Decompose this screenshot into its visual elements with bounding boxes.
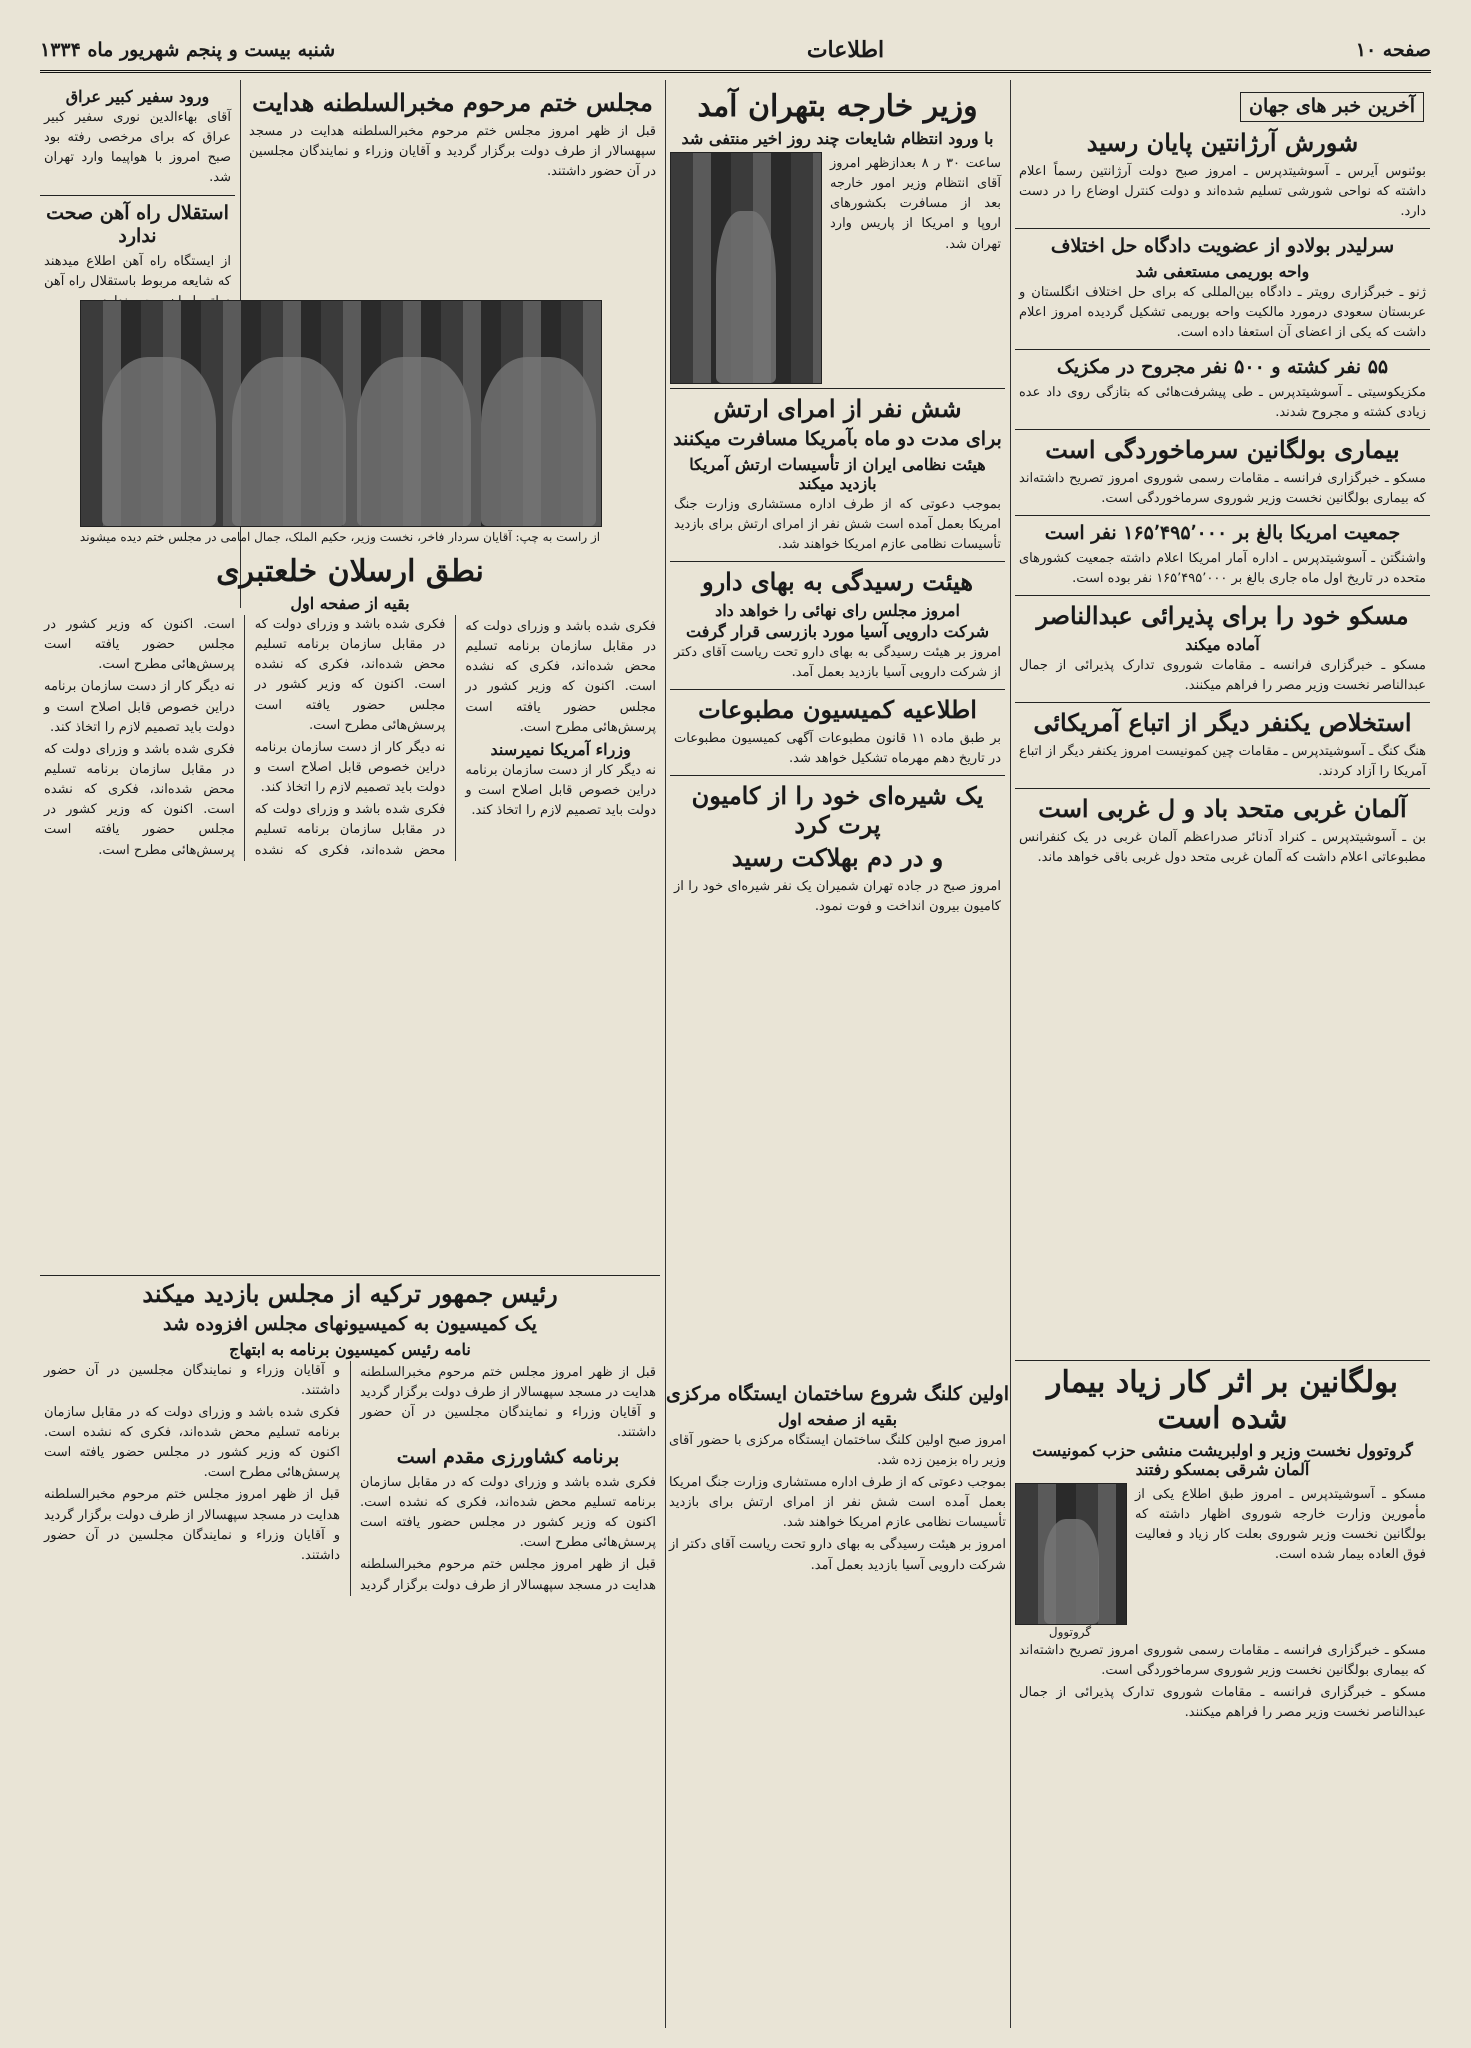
subheadline: بقیه از صفحه اول [777, 1409, 898, 1429]
article-text: ژنو ـ خبرگزاری رویتر ـ دادگاه بین‌المللی که برای حل اختلاف انگلستان و عربستان سعودی درمورد مالکیت واحه بوریمی تشکیل گردیده امروز اعلام داشت که یکی از اعضای آن استعفا داده است. [1019, 284, 1426, 340]
page-number: صفحه ۱۰ [1355, 39, 1431, 61]
article-text: هنگ کنگ ـ آسوشیتدپرس ـ مقامات چین کمونیست امروز یکنفر دیگر از اتباع آمریکا را آزاد کردند. [1019, 744, 1426, 780]
article-text: قبل از ظهر امروز مجلس ختم مرحوم مخبرالسلطنه هدایت در مسجد سپهسالار از طرف دولت برگزار گردید و آقایان وزراء و نمایندگان مجلسین در آن حضور داشتند. [44, 1487, 340, 1563]
headline: سرلیدر بولادو از عضویت دادگاه حل اختلاف [1050, 234, 1395, 257]
headline: شش نفر از امرای ارتش [713, 394, 962, 423]
headline: مسکو خود را برای پذیرائی عبدالناصر [1036, 601, 1409, 631]
headline: هیئت رسیدگی به بهای دارو [701, 566, 974, 596]
article-text: فکری شده باشد و وزرای دولت که در مقابل سازمان برنامه تسلیم محض شده‌اند، فکری که نشده است. اکنون که وزیر کشور در مجلس حضور یافته است پرسش‌هائی مطرح است. [465, 619, 656, 735]
headline: رئیس جمهور ترکیه از مجلس بازدید میکند [142, 1279, 558, 1308]
headline: جمعیت امریکا بالغ بر ۱۶۵٬۴۹۵٬۰۰۰ نفر است [1044, 522, 1401, 545]
page-date: شنبه بیست و پنجم شهریور ماه ۱۳۳۴ [40, 39, 336, 61]
subheadline: نامه رئیس کمیسیون برنامه به ابتهاج [229, 1339, 471, 1359]
article-text: فکری شده باشد و وزرای دولت که در مقابل سازمان برنامه تسلیم محض شده‌اند، فکری که نشده است. اکنون که وزیر کشور در مجلس حضور یافته است پرسش‌هائی مطرح است. [360, 1474, 656, 1551]
world-news-column [1015, 85, 1430, 1355]
article-text: واشنگتن ـ آسوشیتدپرس ـ اداره آمار امریکا اعلام داشته جمعیت کشورهای متحده در تاریخ اول ماه جاری بالغ بر ۱۶۵٬۴۹۵٬۰۰۰ نفر بوده است. [1019, 551, 1426, 587]
headline: یک کمیسیون به کمیسیونهای مجلس افزوده شد [163, 1312, 537, 1335]
photo-caption: از راست به چپ: آقایان سردار فاخر، نخست وزیر، حکیم الملک، جمال امامی در مجلس ختم دیده میشوند [79, 530, 601, 544]
subheadline: گروتوول نخست وزیر و اولبریشت منشی حزب کمونیست آلمان شرقی بمسکو رفتند [1032, 1441, 1413, 1479]
headline: شورش آرژانتین پایان رسید [1086, 127, 1359, 157]
subheadline: امروز مجلس رای نهائی را خواهد داد [715, 600, 960, 620]
article-text: امروز صبح اولین کلنگ ساختمان ایستگاه مرکزی با حضور آقای وزیر راه بزمین زده شد. [669, 1432, 1006, 1468]
funeral-article [245, 85, 660, 295]
article-text: آقای بهاءالدین نوری سفیر کبیر عراق که برای مرخصی رفته بود صبح امروز با هواپیما وارد تهران شد. [44, 110, 231, 186]
headline: استخلاص یکنفر دیگر از اتباع آمریکائی [1033, 708, 1412, 738]
article-text: امروز صبح در جاده تهران شمیران یک نفر شیره‌ای خود را از کامیون بیرون انداخت و فوت نمود. [674, 878, 1001, 914]
column-rule [1010, 80, 1011, 2028]
article-text: بوئنوس آیرس ـ آسوشیتدپرس ـ امروز صبح دولت آرژانتین رسماً اعلام داشته که نواحی شورشی تسلیم شده‌اند و دولت کنترل اوضاع را در دست دارد. [1019, 163, 1426, 219]
article-text: امروز بر هیئت رسیدگی به بهای دارو تحت ریاست آقای دکتر از شرکت دارویی آسیا بازدید بعمل آمد. [669, 1537, 1006, 1573]
article-text: مکزیکوسیتی ـ آسوشیتدپرس ـ طی پیشرفت‌هائی که بتازگی روی داد عده زیادی کشته و مجروح شدند. [1019, 384, 1426, 421]
article-text: نه دیگر کار از دست سازمان برنامه دراین خصوص قابل اصلاح است و دولت باید تصمیم لازم را اتخاذ کند. [465, 762, 656, 819]
subheadline: واحه بوریمی مستعفی شد [1135, 261, 1310, 281]
article-text: مسکو ـ آسوشیتدپرس ـ امروز طبق اطلاع یکی از مأمورین وزارت خارجه شوروی اظهار داشته که بولگانین نخست وزیر شوروی بعلت کار زیاد و فعالیت فوق العاده بیمار شده است. [1135, 1487, 1426, 1563]
headline: یک شیره‌ای خود را از کامیون پرت کرد [691, 781, 984, 839]
headline: وزیر خارجه بتهران آمد [697, 89, 978, 124]
headline: ۵۵ نفر کشته و ۵۰۰ نفر مجروح در مکزیک [1056, 356, 1389, 379]
domestic-news-column [670, 85, 1005, 1375]
short-news-column [40, 85, 235, 295]
funeral-photo [80, 300, 600, 525]
paper-name: اطلاعات [806, 37, 885, 63]
article-text: نه دیگر کار از دست سازمان برنامه دراین خصوص قابل اصلاح است و دولت باید تصمیم لازم را اتخاذ کند. [44, 679, 235, 735]
grotewohl-photo [1015, 1483, 1125, 1623]
article-text: ساعت ۳۰ ر ۸ بعدازظهر امروز آقای انتظام وزیر امور خارجه بعد از مسافرت بکشورهای اروپا و امریکا از پاریس وارد تهران شد. [830, 156, 1001, 252]
speech-article [40, 550, 660, 1270]
bulganin-article [1015, 1360, 1430, 2031]
subheadline: وزراء آمریکا نمیرسند [490, 739, 631, 759]
article-text: قبل از ظهر امروز مجلس ختم مرحوم مخبرالسلطنه هدایت در مسجد سپهسالار از طرف دولت برگزار گردید و آقایان وزراء و نمایندگان مجلسین در آن حضور داشتند. [249, 123, 656, 180]
article-text: بن ـ آسوشیتدپرس ـ کنراد آدنائر صدراعظم آلمان غربی در یک کنفرانس مطبوعاتی اعلام داشت که آلمان غربی متحد دول غربی باقی خواهد ماند. [1019, 830, 1426, 866]
headline: بیماری بولگانین سرماخوردگی است [1045, 435, 1400, 465]
article-text: بموجب دعوتی که از طرف اداره مستشاری وزارت جنگ امریکا بعمل آمده است شش نفر از امرای ارتش برای بازدید تأسیسات نظامی عازم امریکا خواهند شد. [674, 496, 1001, 552]
station-article [665, 1380, 1010, 2030]
headline: اطلاعیه کمیسیون مطبوعات [698, 695, 977, 725]
headline: استقلال راه آهن صحت ندارد [46, 201, 229, 248]
subheadline: آماده میکند [1185, 635, 1260, 655]
subheadline: هیئت نظامی ایران از تأسیسات ارتش آمریکا بازدید میکند [689, 454, 986, 493]
article-text: امروز بر هیئت رسیدگی به بهای دارو تحت ریاست آقای دکتر از شرکت دارویی آسیا بازدید بعمل آمد. [674, 644, 1001, 680]
headline: بولگانین بر اثر کار زیاد بیمار شده است [1047, 1365, 1398, 1436]
article-text: مسکو ـ خبرگزاری فرانسه ـ مقامات شوروی تدارک پذیرائی از جمال عبدالناصر نخست وزیر مصر را فراهم میکنند. [1019, 658, 1426, 694]
subheadline: و در دم بهلاکت رسید [731, 842, 944, 872]
article-text: قبل از ظهر امروز مجلس ختم مرحوم مخبرالسلطنه هدایت در مسجد سپهسالار از طرف دولت برگزار گردید و آقایان وزراء و نمایندگان مجلسین در آن حضور داشتند. [44, 1362, 656, 1593]
article-text: مسکو ـ خبرگزاری فرانسه ـ مقامات رسمی شوروی امروز تصریح داشته‌اند که بیماری بولگانین نخست وزیر شوروی سرماخوردگی است. [1019, 470, 1426, 507]
bottom-left-articles [40, 1275, 660, 2026]
article-text: مسکو ـ خبرگزاری فرانسه ـ مقامات رسمی شوروی امروز تصریح داشته‌اند که بیماری بولگانین نخست وزیر شوروی سرماخوردگی است. [1019, 1643, 1426, 1679]
subheadline: برای مدت دو ماه بآمریکا مسافرت میکنند [673, 427, 1002, 450]
headline: مجلس ختم مرحوم مخبرالسلطنه هدایت [252, 88, 653, 117]
subheadline: با ورود انتظام شایعات چند روز اخیر منتفی شد [681, 129, 994, 148]
minister-photo [670, 152, 820, 382]
headline: ورود سفیر کبیر عراق [65, 87, 210, 106]
page-header [40, 30, 1431, 73]
headline: برنامه کشاورزی مقدم است [396, 1446, 620, 1469]
article-text: بر طبق ماده ۱۱ قانون مطبوعات آگهی کمیسیون مطبوعات در تاریخ دهم مهرماه تشکیل خواهد شد. [674, 730, 1001, 766]
article-text: فکری شده باشد و وزرای دولت که در مقابل سازمان برنامه تسلیم محض شده‌اند، فکری که نشده است. اکنون که وزیر کشور در مجلس حضور یافته است پرسش‌هائی مطرح است. [44, 741, 235, 858]
world-news-box-title: آخرین خبر های جهان [1240, 92, 1424, 122]
subheadline: بقیه از صفحه اول [290, 594, 410, 613]
article-text: فکری شده باشد و وزرای دولت که در مقابل سازمان برنامه تسلیم محض شده‌اند، فکری که نشده است. اکنون که وزیر کشور در مجلس حضور یافته است پرسش‌هائی مطرح است. [254, 617, 446, 733]
headline: اولین کلنگ شروع ساختمان ایستگاه مرکزی [666, 1383, 1009, 1405]
article-text: بموجب دعوتی که از طرف اداره مستشاری وزارت جنگ امریکا بعمل آمده است شش نفر از امرای ارتش برای بازدید تأسیسات نظامی عازم امریکا خواهند شد. [669, 1475, 1006, 1531]
article-text: قبل از ظهر امروز مجلس ختم مرحوم مخبرالسلطنه هدایت در مسجد سپهسالار از طرف دولت برگزار گردید و آقایان وزراء و نمایندگان مجلسین در آن حضور داشتند. [360, 1364, 656, 1440]
article-text: مسکو ـ خبرگزاری فرانسه ـ مقامات شوروی تدارک پذیرائی از جمال عبدالناصر نخست وزیر مصر را فراهم میکنند. [1019, 1685, 1426, 1721]
headline: آلمان غربی متحد باد و ل غربی است [1038, 794, 1407, 824]
photo-caption: گروتوول [1048, 1625, 1092, 1639]
article-text: نه دیگر کار از دست سازمان برنامه دراین خصوص قابل اصلاح است و دولت باید تصمیم لازم را اتخاذ کند. [254, 739, 446, 796]
article-text: فکری شده باشد و وزرای دولت که در مقابل سازمان برنامه تسلیم محض شده‌اند، فکری که نشده است. اکنون که وزیر کشور در مجلس حضور یافته است پرسش‌هائی مطرح است. [44, 1404, 340, 1481]
article-text: از ایستگاه راه آهن اطلاع میدهند که شایعه مربوط باستقلال راه آهن [44, 254, 231, 290]
article-text: فکری شده باشد و وزرای دولت که در مقابل سازمان برنامه تسلیم محض شده‌اند، فکری که نشده است. اکنون که وزیر کشور در مجلس حضور یافته است پرسش‌هائی مطرح است. [44, 617, 446, 858]
subheadline: شرکت دارویی آسیا مورد بازرسی قرار گرفت [685, 621, 989, 641]
headline: نطق ارسلان خلعتبری [216, 554, 484, 589]
